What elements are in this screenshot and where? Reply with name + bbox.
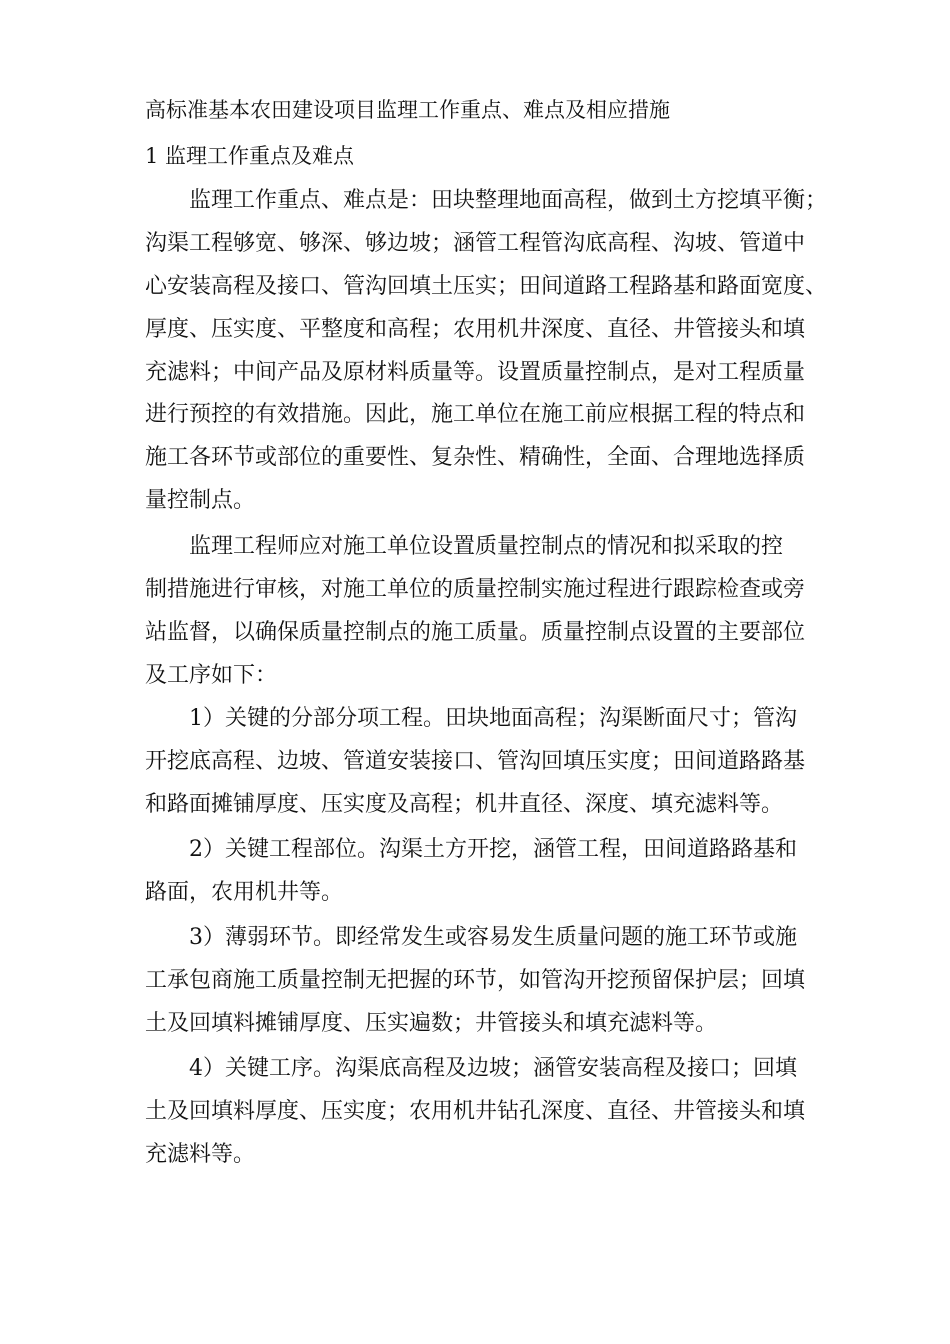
paragraph-line: 充滤料；中间产品及原材料质量等。设置质量控制点，是对工程质量	[145, 360, 806, 385]
paragraph-line: 3）薄弱环节。即经常发生或容易发生质量问题的施工环节或施	[189, 925, 797, 950]
paragraph-line: 进行预控的有效措施。因此，施工单位在施工前应根据工程的特点和	[145, 402, 806, 427]
paragraph-line: 土及回填料厚度、压实度；农用机井钻孔深度、直径、井管接头和填	[145, 1099, 806, 1124]
document-title: 高标准基本农田建设项目监理工作重点、难点及相应措施	[145, 98, 670, 122]
paragraph-line: 量控制点。	[145, 488, 256, 513]
paragraph-line: 厚度、压实度、平整度和高程；农用机井深度、直径、井管接头和填	[145, 317, 806, 342]
paragraph-line: 开挖底高程、边坡、管道安装接口、管沟回填压实度；田间道路路基	[145, 749, 806, 774]
paragraph-line: 充滤料等。	[145, 1142, 256, 1167]
paragraph-line: 2）关键工程部位。沟渠土方开挖，涵管工程，田间道路路基和	[189, 837, 797, 862]
paragraph-line: 沟渠工程够宽、够深、够边坡；涵管工程管沟底高程、沟坡、管道中	[145, 231, 806, 256]
paragraph-line: 制措施进行审核，对施工单位的质量控制实施过程进行跟踪检查或旁	[145, 577, 806, 602]
paragraph-line: 土及回填料摊铺厚度、压实遍数；井管接头和填充滤料等。	[145, 1011, 718, 1036]
paragraph-line: 1）关键的分部分项工程。田块地面高程；沟渠断面尺寸；管沟	[189, 706, 797, 731]
paragraph-line: 监理工程师应对施工单位设置质量控制点的情况和拟采取的控	[189, 534, 784, 559]
section-heading: 1 监理工作重点及难点	[145, 144, 355, 168]
paragraph-line: 4）关键工序。沟渠底高程及边坡；涵管安装高程及接口；回填	[189, 1056, 797, 1081]
paragraph-line: 监理工作重点、难点是：田块整理地面高程，做到土方挖填平衡；	[189, 188, 828, 213]
paragraph-line: 及工序如下：	[145, 663, 278, 688]
paragraph-line: 站监督，以确保质量控制点的施工质量。质量控制点设置的主要部位	[145, 620, 806, 645]
paragraph-line: 路面，农用机井等。	[145, 880, 344, 905]
paragraph-line: 施工各环节或部位的重要性、复杂性、精确性，全面、合理地选择质	[145, 445, 806, 470]
paragraph-line: 工承包商施工质量控制无把握的环节，如管沟开挖预留保护层；回填	[145, 968, 806, 993]
paragraph-line: 心安装高程及接口、管沟回填土压实；田间道路工程路基和路面宽度、	[145, 274, 828, 299]
paragraph-line: 和路面摊铺厚度、压实度及高程；机井直径、深度、填充滤料等。	[145, 792, 784, 817]
